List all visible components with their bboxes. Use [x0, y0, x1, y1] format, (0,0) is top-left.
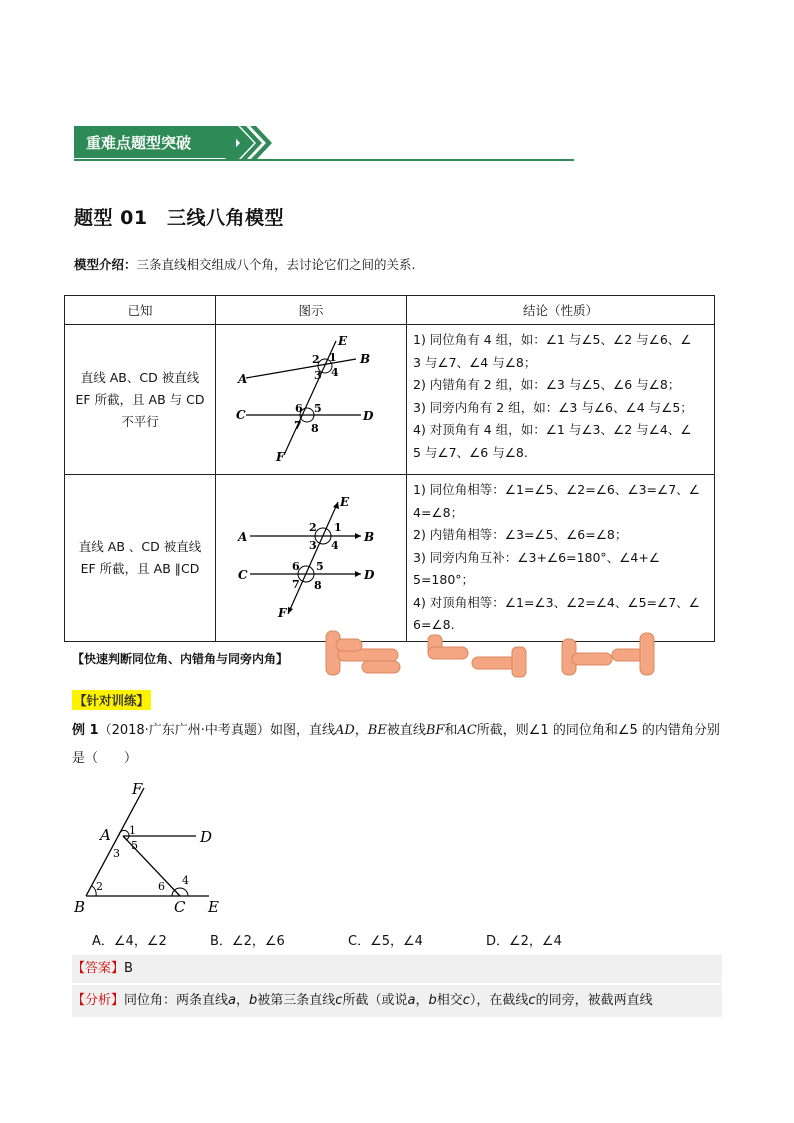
- conclusion-line: 1) 同位角有 4 组，如：∠1 与∠5、∠2 与∠6、∠: [413, 332, 692, 347]
- angle-7: 7: [294, 419, 302, 432]
- fig-label-C: C: [236, 408, 246, 422]
- known-cell: [65, 475, 216, 642]
- fig-label-A: A: [238, 372, 248, 386]
- analysis-label: 【分析】: [72, 993, 125, 1008]
- angle-6: 6: [292, 559, 300, 573]
- example-number: 例 1: [72, 723, 99, 738]
- example-text: 和: [444, 723, 458, 738]
- var-c: c: [528, 993, 536, 1008]
- hand-gesture-consecutive-icon: [562, 633, 654, 675]
- known-line: EF 所截，且 AB 与 CD: [75, 391, 205, 407]
- figure-cell: [216, 475, 407, 642]
- answer-label: 【答案】: [72, 961, 125, 976]
- angle-1: 1: [334, 520, 342, 534]
- option-c[interactable]: C．∠5，∠4: [348, 934, 423, 949]
- header-figure: 图示: [216, 296, 407, 325]
- fig-label-E: E: [340, 494, 350, 509]
- training-label: 【针对训练】: [72, 690, 151, 710]
- var-a: a: [407, 993, 416, 1008]
- tri-label-F: F: [132, 780, 143, 798]
- table-header-row: [65, 296, 715, 325]
- example-text: ，: [354, 723, 368, 738]
- conclusion-cell: [407, 475, 715, 642]
- angle-6: 6: [295, 402, 303, 415]
- conclusion-line: 1) 同位角相等：∠1=∠5、∠2=∠6、∠3=∠7、∠: [413, 482, 700, 497]
- fig-label-C: C: [238, 567, 248, 582]
- parallel-lines-figure: [236, 494, 386, 619]
- conclusion-line: 5=180°；: [413, 572, 475, 587]
- example-text: 被直线: [386, 723, 426, 738]
- analysis-text: 同位角：两条直线: [124, 993, 229, 1008]
- intro-text: 三条直线相交组成八个角，去讨论它们之间的关系.: [136, 257, 416, 272]
- tri-label-E: E: [208, 898, 219, 916]
- example-1-question: [72, 717, 722, 773]
- known-line: 直线 AB 、CD 被直线: [78, 538, 202, 554]
- section-title: 题型 01 三线八角模型: [74, 207, 285, 229]
- angle-3: 3: [314, 369, 322, 382]
- var-ad: AD: [334, 723, 355, 738]
- banner-underline: [74, 159, 574, 161]
- table-row: [65, 475, 715, 642]
- angle-4: 4: [331, 538, 339, 552]
- known-line: 不平行: [121, 413, 159, 429]
- analysis-text: 相交: [436, 993, 463, 1008]
- hand-gesture-corresponding-icon: [326, 631, 400, 675]
- conclusion-line: 3) 同旁内角互补：∠3+∠6=180°、∠4+∠: [413, 549, 661, 565]
- tri-angle-2: 2: [96, 880, 103, 893]
- triangle-figure: [74, 778, 234, 918]
- known-line: EF 所截，且 AB ∥CD: [80, 560, 200, 576]
- angle-1: 1: [329, 351, 337, 364]
- var-b: b: [249, 993, 258, 1008]
- example-text: 如图，直线: [269, 723, 335, 738]
- hand-gestures: [322, 627, 662, 682]
- quick-judge-heading: 【快速判断同位角、内错角与同旁内角】: [72, 652, 289, 666]
- fig-label-B: B: [364, 529, 375, 544]
- intro-label: 模型介绍：: [74, 257, 137, 272]
- banner-stripes: [224, 126, 274, 160]
- angle-5: 5: [316, 559, 324, 573]
- conclusion-line: 5 与∠7、∠6 与∠8.: [413, 444, 528, 460]
- fig-label-F: F: [276, 450, 285, 463]
- tri-label-B: B: [74, 898, 86, 916]
- angle-2: 2: [312, 353, 320, 366]
- var-be: BE: [367, 723, 387, 738]
- var-b: b: [428, 993, 437, 1008]
- analysis-text: 所截（或说: [342, 993, 408, 1008]
- analysis-text: 的同旁，被截两直线: [535, 993, 653, 1008]
- var-c: c: [462, 993, 470, 1008]
- hand-gesture-alternate-icon: [428, 635, 526, 677]
- analysis-text: ，: [236, 993, 250, 1008]
- example-source: （2018·广东广州·中考真题）: [98, 723, 270, 738]
- var-c: c: [335, 993, 343, 1008]
- conclusion-line: 2) 内错角有 2 组，如：∠3 与∠5、∠6 与∠8；: [413, 377, 681, 392]
- model-table: [64, 295, 715, 642]
- option-d[interactable]: D．∠2，∠4: [486, 934, 562, 949]
- analysis-box: [72, 985, 722, 1017]
- fig-label-A: A: [238, 529, 248, 544]
- tri-label-C: C: [174, 898, 186, 916]
- example-text: 所截，则∠1 的同位角和∠5 的内错角分别是（ ）: [72, 723, 720, 766]
- tri-angle-3: 3: [113, 847, 120, 860]
- conclusion-cell: [407, 325, 715, 475]
- angle-8: 8: [314, 578, 322, 592]
- fig-label-F: F: [278, 605, 287, 619]
- answer-value: B: [124, 961, 133, 976]
- analysis-text: ，: [415, 993, 429, 1008]
- tri-angle-4: 4: [182, 874, 189, 887]
- known-line: 直线 AB、CD 被直线: [80, 369, 200, 385]
- analysis-text: 被第三条直线: [257, 993, 336, 1008]
- analysis-text: ），在截线: [469, 993, 529, 1008]
- tri-angle-5: 5: [131, 839, 138, 852]
- angle-3: 3: [309, 538, 317, 552]
- tri-angle-1: 1: [129, 824, 136, 837]
- fig-label-E: E: [338, 334, 348, 348]
- non-parallel-lines-figure: [236, 333, 386, 463]
- angle-2: 2: [309, 520, 317, 534]
- table-row: [65, 325, 715, 475]
- conclusion-line: 3 与∠7、∠4 与∠8；: [413, 354, 537, 370]
- angle-4: 4: [331, 366, 339, 379]
- known-cell: [65, 325, 216, 475]
- figure-cell: [216, 325, 407, 475]
- header-known: 已知: [65, 296, 216, 325]
- banner-title: 重难点题型突破: [86, 134, 192, 152]
- header-conclusion: 结论（性质）: [407, 296, 715, 325]
- tri-label-A: A: [100, 826, 111, 844]
- tri-label-D: D: [200, 828, 213, 846]
- angle-5: 5: [314, 402, 322, 415]
- conclusion-line: 6=∠8.: [413, 617, 455, 632]
- fig-label-D: D: [364, 567, 375, 582]
- option-a[interactable]: A．∠4，∠2: [92, 934, 167, 949]
- angle-8: 8: [311, 422, 319, 435]
- fig-label-D: D: [363, 409, 374, 423]
- var-ac: AC: [457, 723, 477, 738]
- var-a: a: [228, 993, 236, 1008]
- model-intro: [74, 255, 416, 273]
- var-bf: BF: [425, 723, 445, 738]
- fig-label-B: B: [360, 352, 371, 366]
- section-banner: [74, 126, 574, 162]
- angle-7: 7: [292, 577, 300, 591]
- conclusion-line: 4) 对顶角相等：∠1=∠3、∠2=∠4、∠5=∠7、∠: [413, 594, 700, 610]
- answer-box: [72, 955, 722, 983]
- conclusion-line: 3) 同旁内角有 2 组，如：∠3 与∠6、∠4 与∠5；: [413, 399, 693, 415]
- conclusion-line: 4) 对顶角有 4 组，如：∠1 与∠3、∠2 与∠4、∠: [413, 422, 692, 437]
- conclusion-line: 2) 内错角相等：∠3=∠5、∠6=∠8；: [413, 527, 628, 542]
- conclusion-line: 4=∠8；: [413, 504, 464, 520]
- tri-angle-6: 6: [158, 880, 165, 893]
- option-b[interactable]: B．∠2，∠6: [210, 934, 285, 949]
